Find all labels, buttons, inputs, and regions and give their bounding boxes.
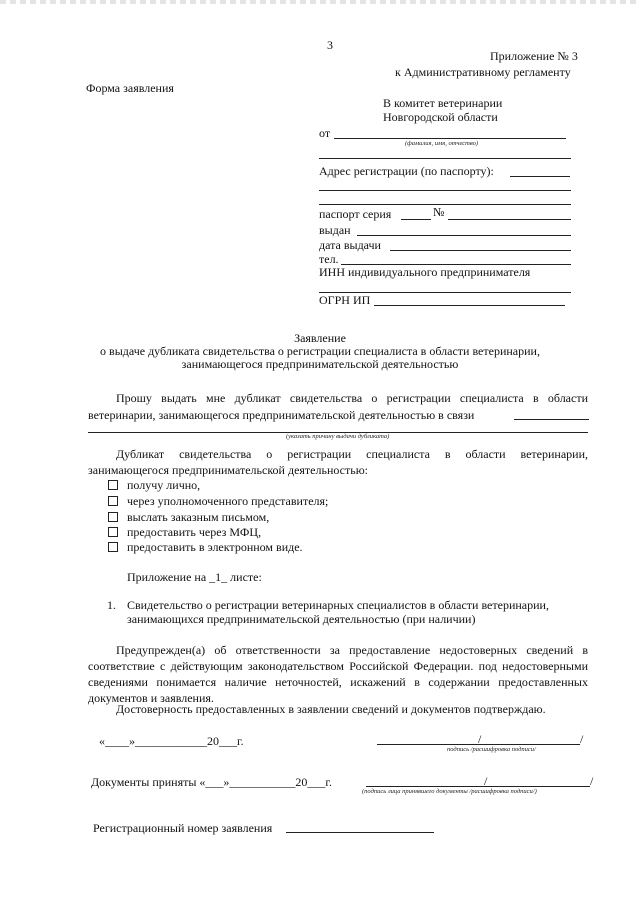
option-label: через уполномоченного представителя; <box>127 494 329 508</box>
attachment-item-line2: занимающихся предпринимательской деятельностью (при наличии) <box>127 612 476 626</box>
registration-label: Регистрационный номер заявления <box>93 821 273 835</box>
fio-field-2[interactable] <box>319 158 571 159</box>
reason-field[interactable] <box>514 419 589 420</box>
accepted-hint: (подпись лица принявшего документы /расшифровка подписи/) <box>362 788 537 795</box>
issued-label: выдан <box>319 223 351 237</box>
option-label: получу лично, <box>127 478 201 492</box>
phone-label: тел. <box>319 252 339 266</box>
attachment-item-number: 1. <box>107 598 116 612</box>
accepted-signature-field[interactable] <box>366 786 590 787</box>
option-label: предоставить в электронном виде. <box>127 540 303 554</box>
address-label: Адрес регистрации (по паспорту): <box>319 164 494 178</box>
signature-slash: / <box>478 732 482 746</box>
addressee-line1: В комитет ветеринарии <box>383 96 503 110</box>
statement-title: Заявление <box>294 331 346 345</box>
reason-hint: (указать причину выдачи дубликата) <box>286 433 390 440</box>
attachment-label: Приложение на _1_ листе: <box>127 570 262 584</box>
warning-text: Предупрежден(а) об ответственности за предоставление недостоверных сведений в соответствие с действующим законодательством Российской Федерации. под недостоверными сведениями понимается наличие неточностей, искажений в содержании предоставленных документов и заявления. <box>88 643 588 705</box>
accepted-slash: / <box>484 774 488 788</box>
ogrn-label: ОГРН ИП <box>319 293 371 307</box>
issued-field[interactable] <box>357 235 571 236</box>
address-field[interactable] <box>510 176 570 177</box>
statement-subtitle-1: о выдаче дубликата свидетельства о регистрации специалиста в области ветеринарии, <box>100 344 540 358</box>
appendix-line1: Приложение № 3 <box>490 49 578 63</box>
accepted-slash-end: / <box>590 774 594 788</box>
checkbox[interactable] <box>108 496 118 506</box>
signature-hint: подпись /расшифровка подписи/ <box>447 746 536 753</box>
request-text <box>88 390 588 424</box>
inn-label: ИНН индивидуального предпринимателя <box>319 265 531 279</box>
option-representative[interactable] <box>108 494 328 508</box>
option-mfc[interactable] <box>108 525 261 539</box>
request-text-content: Прошу выдать мне дубликат свидетельства о регистрации специалиста в области ветеринарии, занимающегося предпринимательской деятельностью в связи <box>88 391 588 422</box>
accepted-label: Документы приняты «___»___________20___г. <box>91 775 332 789</box>
checkbox[interactable] <box>108 527 118 537</box>
addressee-line2: Новгородской области <box>383 110 498 124</box>
option-label: выслать заказным письмом, <box>127 510 270 524</box>
from-label: от <box>319 126 331 140</box>
confirm-text: Достоверность предоставленных в заявлении сведений и документов подтверждаю. <box>116 702 546 716</box>
option-electronic[interactable] <box>108 540 303 554</box>
passport-series-field[interactable] <box>401 219 431 220</box>
checkbox[interactable] <box>108 480 118 490</box>
passport-number-field[interactable] <box>448 219 571 220</box>
checkbox[interactable] <box>108 542 118 552</box>
registration-number-field[interactable] <box>286 832 434 833</box>
issue-date-label: дата выдачи <box>319 238 381 252</box>
form-label: Форма заявления <box>86 81 174 95</box>
signature-date: «____»____________20___г. <box>99 734 244 748</box>
address-field-2[interactable] <box>319 190 571 191</box>
option-registered-mail[interactable] <box>108 510 269 524</box>
fio-hint: (фамилия, имя, отчество) <box>405 140 479 147</box>
appendix-line2: к Административному регламенту <box>395 65 571 79</box>
address-field-3[interactable] <box>319 204 571 205</box>
option-in-person[interactable] <box>108 478 200 492</box>
scan-artifact <box>0 0 640 4</box>
statement-subtitle-2: занимающегося предпринимательской деятельностью <box>181 357 459 371</box>
delivery-intro: Дубликат свидетельства о регистрации специалиста в области ветеринарии, занимающегося предпринимательской деятельностью: <box>88 447 588 477</box>
option-label: предоставить через МФЦ, <box>127 525 262 539</box>
signature-slash-end: / <box>580 732 584 746</box>
passport-number-label: № <box>433 205 445 219</box>
checkbox[interactable] <box>108 512 118 522</box>
ogrn-field[interactable] <box>374 305 565 306</box>
page-number: 3 <box>327 38 333 52</box>
attachment-item-line1: Свидетельство о регистрации ветеринарных специалистов в области ветеринарии, <box>127 598 549 612</box>
fio-field[interactable] <box>334 138 566 139</box>
issue-date-field[interactable] <box>390 250 571 251</box>
passport-series-label: паспорт серия <box>319 207 392 221</box>
